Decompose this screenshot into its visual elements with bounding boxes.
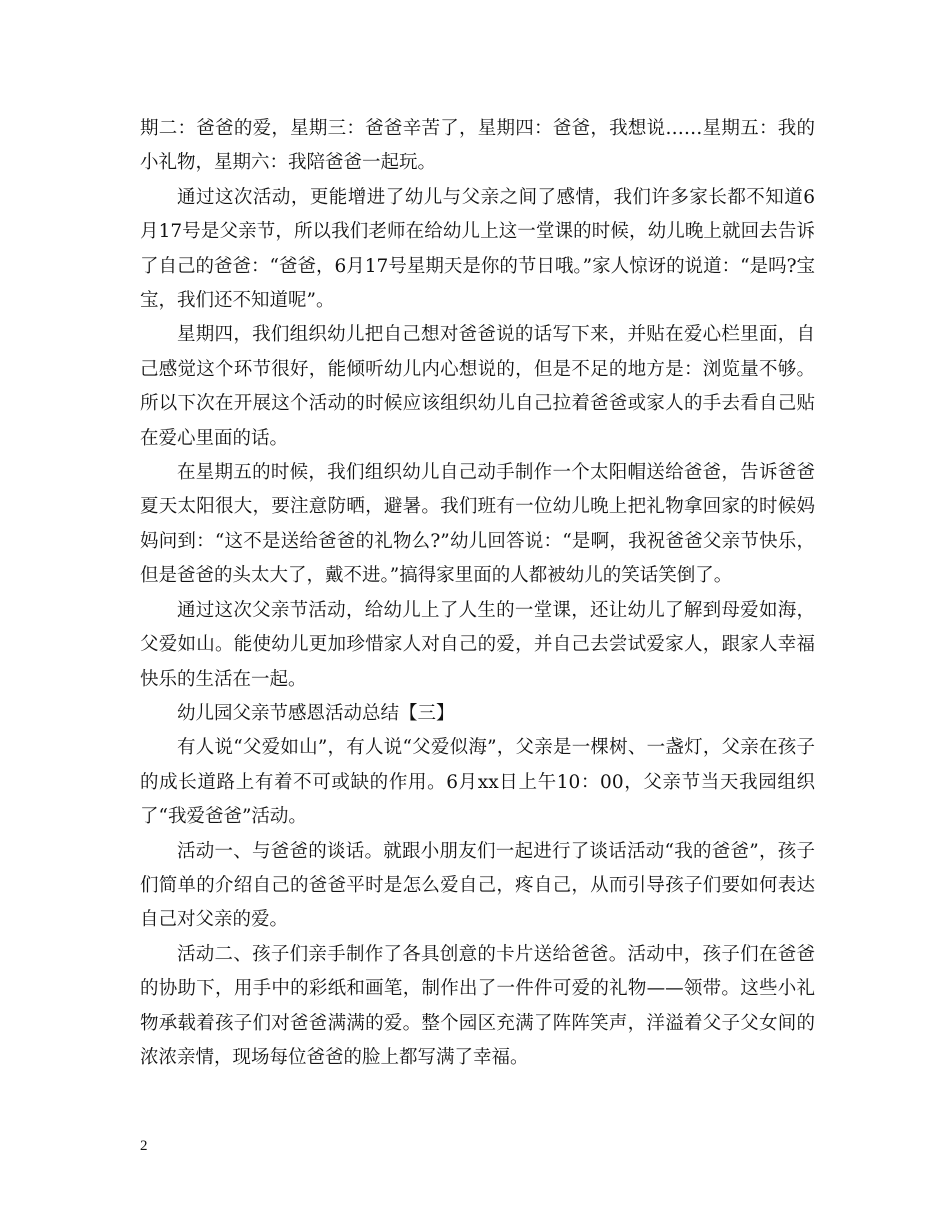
paragraph-friday: 在星期五的时候，我们组织幼儿自己动手制作一个太阳帽送给爸爸，告诉爸爸夏天太阳很大，要注意防晒，避暑。我们班有一位幼儿晚上把礼物拿回家的时候妈妈问到：“这不是送给爸爸的礼物么?”幼儿回答说：“是啊，我祝爸爸父亲节快乐，但是爸爸的头太大了，戴不进。”搞得家里面的人都被幼儿的笑话笑倒了。 <box>140 462 815 587</box>
page-number: 2 <box>140 1138 148 1154</box>
paragraph-activity-one: 活动一、与爸爸的谈话。就跟小朋友们一起进行了谈话活动“我的爸爸”，孩子们简单的介绍自己的爸爸平时是怎么爱自己，疼自己，从而引导孩子们要如何表达自己对父亲的爱。 <box>140 840 815 931</box>
document-body <box>140 112 815 1075</box>
paragraph-intro: 有人说“父爱如山”，有人说“父爱似海”，父亲是一棵树、一盏灯，父亲在孩子的成长道路上有着不可或缺的作用。6月xx日上午10：00，父亲节当天我园组织了“我爱爸爸”活动。 <box>140 737 815 828</box>
section-heading: 幼儿园父亲节感恩活动总结【三】 <box>177 702 455 724</box>
paragraph-continuation: 期二：爸爸的爱，星期三：爸爸辛苦了，星期四：爸爸，我想说……星期五：我的小礼物，星期六：我陪爸爸一起玩。 <box>140 118 815 174</box>
paragraph-activity-two: 活动二、孩子们亲手制作了各具创意的卡片送给爸爸。活动中，孩子们在爸爸的协助下，用手中的彩纸和画笔，制作出了一件件可爱的礼物——领带。这些小礼物承载着孩子们对爸爸满满的爱。整个园区充满了阵阵笑声，洋溢着父子父女间的浓浓亲情，现场每位爸爸的脸上都写满了幸福。 <box>140 943 815 1068</box>
paragraph-activity-effect: 通过这次活动，更能增进了幼儿与父亲之间了感情，我们许多家长都不知道6月17号是父亲节，所以我们老师在给幼儿上这一堂课的时候，幼儿晚上就回去告诉了自己的爸爸：“爸爸，6月17号星期天是你的节日哦。”家人惊讶的说道：“是吗?宝宝，我们还不知道呢”。 <box>140 186 815 312</box>
paragraph-summary: 通过这次父亲节活动，给幼儿上了人生的一堂课，还让幼儿了解到母爱如海，父爱如山。能使幼儿更加珍惜家人对自己的爱，并自己去尝试爱家人，跟家人幸福快乐的生活在一起。 <box>140 599 815 690</box>
paragraph-thursday: 星期四，我们组织幼儿把自己想对爸爸说的话写下来，并贴在爱心栏里面，自己感觉这个环节很好，能倾听幼儿内心想说的，但是不足的地方是：浏览量不够。所以下次在开展这个活动的时候应该组织幼儿自己拉着爸爸或家人的手去看自己贴在爱心里面的话。 <box>140 324 815 449</box>
